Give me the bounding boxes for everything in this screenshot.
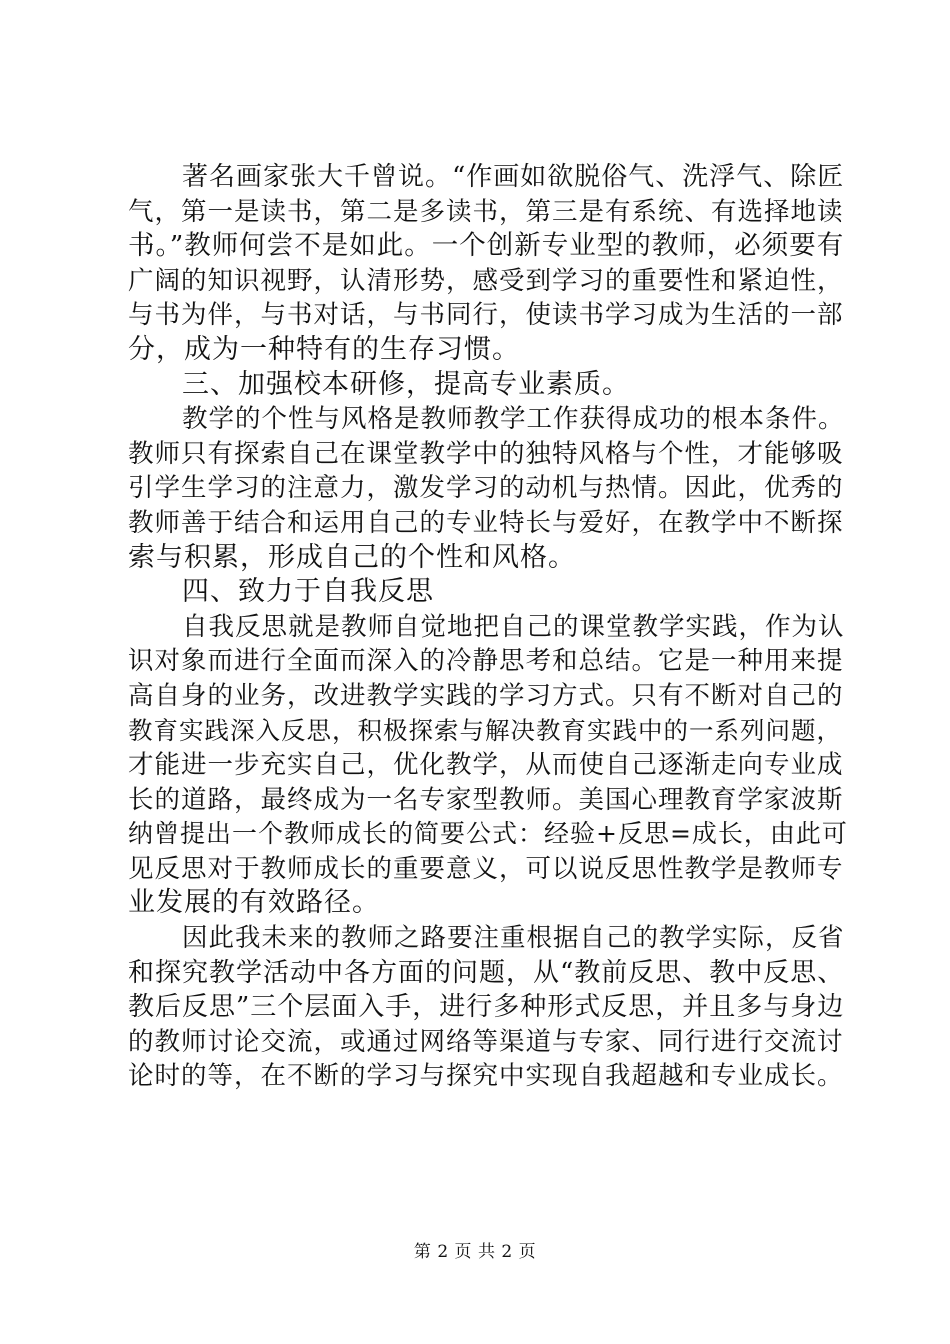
text-line: 识对象而进行全面而深入的冷静思考和总结。它是一种用来提 bbox=[128, 646, 844, 677]
text-line: 论时的等，在不断的学习与探究中实现自我超越和专业成长。 bbox=[128, 1061, 844, 1092]
text-line: 书。”教师何尝不是如此。一个创新专业型的教师，必须要有 bbox=[128, 230, 845, 262]
text-line: 气，第一是读书，第二是多读书，第三是有系统、有选择地读 bbox=[128, 196, 844, 227]
text-line: 的教师讨论交流，或通过网络等渠道与专家、同行进行交流讨 bbox=[128, 1026, 844, 1057]
text-line: 教后反思”三个层面入手，进行多种形式反思，并且多与身边 bbox=[128, 992, 845, 1023]
text-line: 才能进一步充实自己，优化教学，从而使自己逐渐走向专业成 bbox=[128, 750, 844, 781]
text-line: 见反思对于教师成长的重要意义，可以说反思性教学是教师专 bbox=[128, 853, 844, 884]
text-line: 教育实践深入反思，积极探索与解决教育实践中的一系列问题， bbox=[128, 715, 842, 745]
text-line: 著名画家张大千曾说。“作画如欲脱俗气、洗浮气、除匠 bbox=[182, 162, 845, 192]
text-line: 和探究教学活动中各方面的问题，从“教前反思、教中反思、 bbox=[128, 957, 845, 988]
text-line: 高自身的业务，改进教学实践的学习方式。只有不断对自己的 bbox=[128, 680, 844, 711]
text-line: 分，成为一种特有的生存习惯。 bbox=[128, 333, 520, 365]
text-line: 教师只有探索自己在课堂教学中的独特风格与个性，才能够吸 bbox=[128, 438, 844, 469]
text-line: 三、加强校本研修，提高专业素质。 bbox=[182, 368, 630, 400]
text-line: 长的道路，最终成为一名专家型教师。美国心理教育学家波斯 bbox=[128, 784, 844, 815]
page-number-footer: 第 2 页 共 2 页 bbox=[413, 1242, 537, 1262]
text-line: 纳曾提出一个教师成长的简要公式：经验+反思=成长，由此可 bbox=[128, 819, 848, 849]
text-line: 四、致力于自我反思 bbox=[182, 576, 434, 608]
text-line: 自我反思就是教师自觉地把自己的课堂教学实践，作为认 bbox=[182, 611, 845, 642]
text-line: 因此我未来的教师之路要注重根据自己的教学实际，反省 bbox=[182, 923, 845, 954]
text-line: 广阔的知识视野，认清形势，感受到学习的重要性和紧迫性， bbox=[128, 265, 844, 296]
document-body bbox=[128, 160, 848, 1094]
text-line: 业发展的有效路径。 bbox=[128, 887, 380, 919]
text-line: 与书为伴，与书对话，与书同行，使读书学习成为生活的一部 bbox=[128, 300, 844, 331]
text-line: 索与积累，形成自己的个性和风格。 bbox=[128, 541, 576, 573]
text-line: 教师善于结合和运用自己的专业特长与爱好，在教学中不断探 bbox=[128, 507, 844, 538]
text-line: 引学生学习的注意力，激发学习的动机与热情。因此，优秀的 bbox=[128, 473, 844, 504]
text-line: 教学的个性与风格是教师教学工作获得成功的根本条件。 bbox=[182, 404, 845, 435]
